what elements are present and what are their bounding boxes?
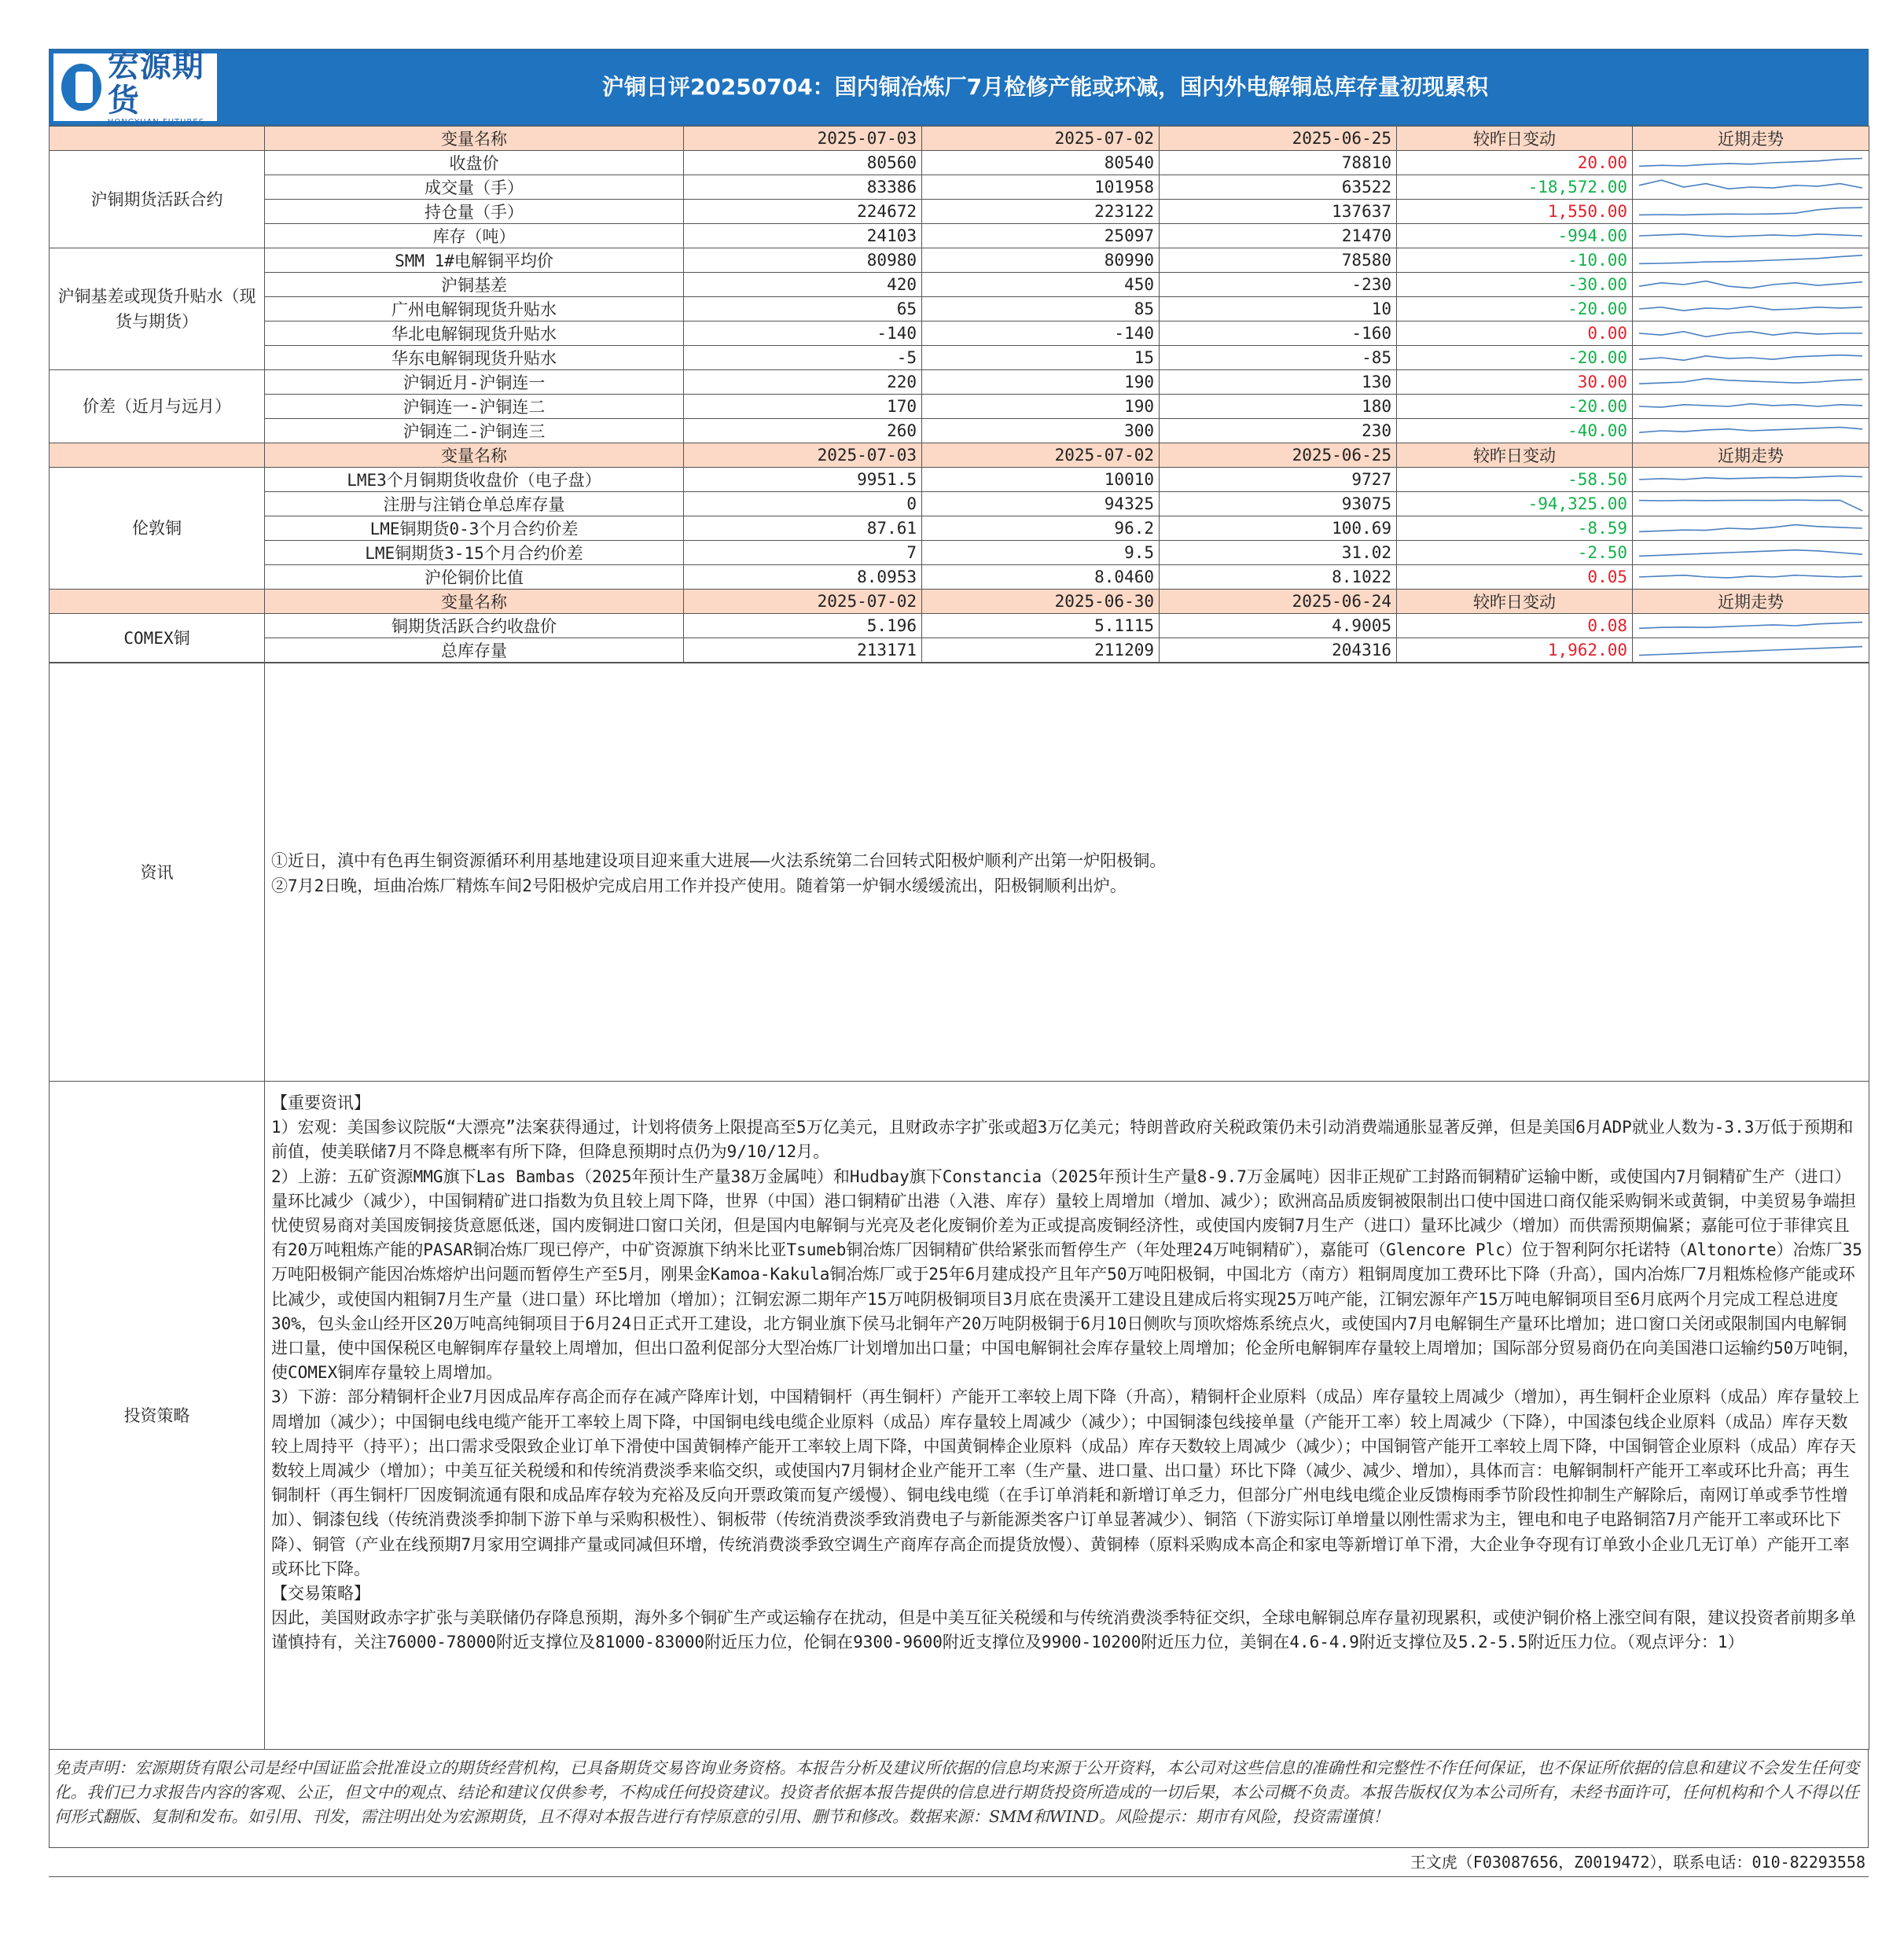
- value-cell: 5.196: [684, 614, 922, 638]
- sparkline-line: [1639, 208, 1862, 215]
- trend-cell: [1633, 468, 1869, 492]
- table-header-row: [50, 127, 1869, 151]
- value-cell: -140: [922, 321, 1160, 346]
- value-cell: 9951.5: [684, 468, 922, 492]
- column-header: 近期走势: [1633, 443, 1869, 468]
- column-header: 较昨日变动: [1397, 127, 1633, 151]
- trend-cell: [1633, 175, 1869, 200]
- header-blank-cell: [50, 127, 265, 151]
- sparkline: [1633, 565, 1869, 589]
- variable-name: 沪铜基差: [265, 273, 684, 297]
- value-cell: -85: [1160, 346, 1397, 370]
- variable-name: 总库存量: [265, 638, 684, 663]
- table-row: [50, 541, 1869, 565]
- value-cell: 78580: [1160, 248, 1397, 273]
- trend-cell: [1633, 346, 1869, 370]
- news-label: 资讯: [50, 663, 265, 1082]
- column-header: 2025-06-25: [1160, 443, 1397, 468]
- table-row: [50, 614, 1869, 638]
- column-header: 2025-06-24: [1160, 590, 1397, 614]
- table-row: [50, 516, 1869, 541]
- variable-name: 华东电解铜现货升贴水: [265, 346, 684, 370]
- value-cell: 21470: [1160, 224, 1397, 248]
- value-cell: 24103: [684, 224, 922, 248]
- value-cell: 224672: [684, 200, 922, 224]
- header-blank-cell: [50, 590, 265, 614]
- value-cell: -140: [684, 321, 922, 346]
- variable-name: 铜期货活跃合约收盘价: [265, 614, 684, 638]
- change-cell: 20.00: [1397, 151, 1633, 175]
- logo-name: 宏源期货: [107, 47, 204, 119]
- table-header-row: [50, 443, 1869, 468]
- report-sheet: [49, 49, 1869, 1877]
- category-cell: 价差（近月与远月）: [50, 370, 265, 443]
- header-blank-cell: [50, 443, 265, 468]
- value-cell: -230: [1160, 273, 1397, 297]
- variable-name: 沪铜近月-沪铜连一: [265, 370, 684, 395]
- table-row: [50, 419, 1869, 443]
- change-cell: -994.00: [1397, 224, 1633, 248]
- sparkline: [1633, 419, 1869, 443]
- table-header-row: [50, 590, 1869, 614]
- trend-cell: [1633, 273, 1869, 297]
- value-cell: 10010: [922, 468, 1160, 492]
- table-row: [50, 370, 1869, 395]
- sparkline: [1633, 151, 1869, 175]
- value-cell: 80540: [922, 151, 1160, 175]
- trend-cell: [1633, 395, 1869, 419]
- value-cell: 137637: [1160, 200, 1397, 224]
- sparkline-line: [1639, 428, 1862, 433]
- value-cell: 190: [922, 395, 1160, 419]
- company-logo: [53, 47, 217, 127]
- column-header: 较昨日变动: [1397, 590, 1633, 614]
- sparkline: [1633, 200, 1869, 223]
- value-cell: 78810: [1160, 151, 1397, 175]
- column-header: 变量名称: [265, 443, 684, 468]
- sparkline-line: [1639, 159, 1862, 167]
- variable-name: 注册与注销仓单总库存量: [265, 492, 684, 516]
- column-header: 较昨日变动: [1397, 443, 1633, 468]
- value-cell: 93075: [1160, 492, 1397, 516]
- value-cell: 211209: [922, 638, 1160, 663]
- column-header: 变量名称: [265, 590, 684, 614]
- trend-cell: [1633, 151, 1869, 175]
- change-cell: -18,572.00: [1397, 175, 1633, 200]
- text-table: [49, 663, 1869, 1750]
- value-cell: 8.0953: [684, 565, 922, 590]
- disclaimer: 免责声明：宏源期货有限公司是经中国证监会批准设立的期货经营机构，已具备期货交易咨询业务资格。本报告分析及建议所依据的信息均来源于公开资料，本公司对这些信息的准确性和完整性不作任何保证，也不保证所依据的信息和建议不会发生任何变化。我们已力求报告内容的客观、公正，但文中的观点、结论和建议仅供参考，不构成任何投资建议。投资者依据本报告提供的信息进行期货投资所造成的一切后果，本公司概不负责。本报告版权仅为本公司所有，未经书面许可，任何机构和个人不得以任何形式翻版、复制和发布。如引用、刊发，需注明出处为宏源期货，且不得对本报告进行有悖原意的引用、删节和修改。数据来源：SMM和WIND。风险提示：期市有风险，投资需谨慎！: [49, 1750, 1869, 1848]
- value-cell: 96.2: [922, 516, 1160, 541]
- value-cell: 180: [1160, 395, 1397, 419]
- table-row: [50, 248, 1869, 273]
- category-cell: 沪铜期货活跃合约: [50, 151, 265, 248]
- change-cell: 1,962.00: [1397, 638, 1633, 663]
- trend-cell: [1633, 419, 1869, 443]
- value-cell: 9.5: [922, 541, 1160, 565]
- table-row: [50, 395, 1869, 419]
- trend-cell: [1633, 492, 1869, 516]
- table-row: [50, 321, 1869, 346]
- category-cell: 伦敦铜: [50, 468, 265, 590]
- sparkline-line: [1639, 647, 1862, 656]
- column-header: 变量名称: [265, 127, 684, 151]
- change-cell: -8.59: [1397, 516, 1633, 541]
- value-cell: 450: [922, 273, 1160, 297]
- news-line: ①近日，滇中有色再生铜资源循环利用基地建设项目迎来重大进展——火法系统第二台回转式阳极炉顺利产出第一炉阳极铜。: [271, 851, 1167, 870]
- report-header: [49, 49, 1869, 126]
- sparkline: [1633, 273, 1869, 296]
- change-cell: -94,325.00: [1397, 492, 1633, 516]
- value-cell: 87.61: [684, 516, 922, 541]
- category-cell: COMEX铜: [50, 614, 265, 663]
- variable-name: LME3个月铜期货收盘价（电子盘）: [265, 468, 684, 492]
- value-cell: 223122: [922, 200, 1160, 224]
- sparkline: [1633, 614, 1869, 637]
- column-header: 近期走势: [1633, 590, 1869, 614]
- variable-name: 收盘价: [265, 151, 684, 175]
- change-cell: -10.00: [1397, 248, 1633, 273]
- variable-name: 成交量（手）: [265, 175, 684, 200]
- sparkline-line: [1639, 404, 1862, 407]
- sparkline-line: [1639, 550, 1862, 557]
- strategy-label: 投资策略: [50, 1082, 265, 1750]
- column-header: 2025-06-30: [922, 590, 1160, 614]
- sparkline-line: [1639, 379, 1862, 384]
- trend-cell: [1633, 614, 1869, 638]
- change-cell: 1,550.00: [1397, 200, 1633, 224]
- trend-cell: [1633, 321, 1869, 346]
- value-cell: 7: [684, 541, 922, 565]
- sparkline: [1633, 541, 1869, 564]
- logo-icon: [61, 64, 101, 111]
- value-cell: 100.69: [1160, 516, 1397, 541]
- sparkline: [1633, 516, 1869, 540]
- value-cell: -160: [1160, 321, 1397, 346]
- value-cell: 80990: [922, 248, 1160, 273]
- sparkline: [1633, 224, 1869, 248]
- column-header: 近期走势: [1633, 127, 1869, 151]
- sparkline: [1633, 321, 1869, 345]
- variable-name: 沪铜连一-沪铜连二: [265, 395, 684, 419]
- variable-name: 库存（吨）: [265, 224, 684, 248]
- sparkline: [1633, 468, 1869, 491]
- sparkline-line: [1639, 500, 1862, 511]
- trend-cell: [1633, 638, 1869, 663]
- sparkline-line: [1639, 180, 1862, 189]
- variable-name: 持仓量（手）: [265, 200, 684, 224]
- change-cell: -20.00: [1397, 346, 1633, 370]
- news-line: ②7月2日晚，垣曲冶炼厂精炼车间2号阳极炉完成启用工作并投产使用。随着第一炉铜水缓缓流出，阳极铜顺利出炉。: [271, 876, 1127, 895]
- value-cell: 9727: [1160, 468, 1397, 492]
- logo-english: HONGYUAN FUTURES: [107, 117, 205, 127]
- sparkline-line: [1639, 234, 1862, 237]
- table-row: [50, 175, 1869, 200]
- value-cell: 260: [684, 419, 922, 443]
- sparkline: [1633, 297, 1869, 321]
- value-cell: 0: [684, 492, 922, 516]
- sparkline-line: [1639, 575, 1862, 578]
- sparkline-line: [1639, 307, 1862, 311]
- value-cell: 8.1022: [1160, 565, 1397, 590]
- change-cell: -20.00: [1397, 297, 1633, 321]
- sparkline: [1633, 638, 1869, 662]
- table-row: [50, 565, 1869, 590]
- variable-name: 广州电解铜现货升贴水: [265, 297, 684, 321]
- value-cell: 94325: [922, 492, 1160, 516]
- sparkline-line: [1639, 525, 1862, 532]
- category-cell: 沪铜基差或现货升贴水（现货与期货）: [50, 248, 265, 370]
- sparkline: [1633, 248, 1869, 272]
- variable-name: 沪铜连二-沪铜连三: [265, 419, 684, 443]
- strategy-content: 【重要资讯】 1）宏观：美国参议院版“大漂亮”法案获得通过，计划将债务上限提高至5万亿美元，且财政赤字扩张或超3万亿美元；特朗普政府关税政策仍未引动消费端通胀显著反弹，但是美国6月ADP就业人数为-3.3万低于预期和前值，使美联储7月不降息概率有所下降，但降息预期时点仍为9/10/12月。 2）上游：五矿资源MMG旗下Las Bambas（2025年预计生产量38万金属吨）和Hudbay旗下Constancia（2025年预计生产量8-9.7万金属吨）因非正规矿工封路而铜精矿运输中断，或使国内7月铜精矿生产（进口）量环比减少（减少），中国铜精矿进口指数为负且较上周下降，世界（中国）港口铜精矿出港（入港、库存）量较上周增加（增加、减少）；欧洲高品质废铜被限制出口使中国进口商仅能采购铜米或黄铜，中美贸易争端担忧使贸易商对美国废铜接货意愿低迷，国内废铜进口窗口关闭，但是国内电解铜与光亮及老化废铜价差为正或提高废铜经济性，或使国内废铜7月生产（进口）量环比减少（增加）而供需预期偏紧；嘉能可位于菲律宾且有20万吨粗炼产能的PASAR铜冶炼厂现已停产，中矿资源旗下纳米比亚Tsumeb铜冶炼厂因铜精矿供给紧张而暂停生产（年处理24万吨铜精矿），嘉能可（Glencore Plc）位于智利阿尔托诺特（Altonorte）冶炼厂35万吨阳极铜产能因冶炼熔炉出问题而暂停生产至5月，刚果金Kamoa-Kakula铜冶炼厂或于25年6月建成投产且年产50万吨阳极铜，中国北方（南方）粗铜周度加工费环比下降（升高），国内冶炼厂7月粗炼检修产能或环比减少，或使国内粗铜7月生产量（进口量）环比增加（增加）；江铜宏源二期年产15万吨阴极铜项目3月底在贵溪开工建设且建成后将实现25万吨产能，江铜宏源年产15万吨电解铜项目至6月底两个月完成工程总进度30%，包头金山经开区20万吨高纯铜项目于6月24日正式开工建设，北方铜业旗下侯马北铜年产20万吨阴极铜于6月10日侧吹与顶吹熔炼系统点火，或使国内7月电解铜生产量环比增加；进口窗口关闭或限制国内电解铜进口量，使中国保税区电解铜库存量较上周增加，但出口盈利促部分大型冶炼厂计划增加出口量；中国电解铜社会库存量较上周增加；伦金所电解铜库存量较上周增加；国际部分贸易商仍在向美国港口运输约50万吨铜，使COMEX铜库存量较上周增加。 3）下游：部分精铜杆企业7月因成品库存高企而存在减产降库计划，中国精铜杆（再生铜杆）产能开工率较上周下降（升高），精铜杆企业原料（成品）库存量较上周减少（增加），再生铜杆企业原料（成品）库存量较上周增加（减少）；中国铜电线电缆产能开工率较上周下降，中国铜电线电缆企业原料（成品）库存量较上周减少（减少）；中国铜漆包线接单量（产能开工率）较上周减少（下降），中国漆包线企业原料（成品）库存天数较上周持平（持平）；出口需求受限致企业订单下滑使中国黄铜棒产能开工率较上周下降，中国黄铜棒企业原料（成品）库存天数较上周减少（减少）；中国铜管产能开工率较上周下降，中国铜管企业原料（成品）库存天数较上周减少（增加）；中美互征关税缓和和传统消费淡季来临交织，或使国内7月铜材企业产能开工率（生产量、进口量、出口量）环比下降（减少、减少、增加），具体而言：电解铜制杆产能开工率或环比升高；再生铜制杆（再生铜杆厂因废铜流通有限和成品库存较为充裕及反向开票政策而复产缓慢）、铜电线电缆（在手订单消耗和新增订单乏力，但部分广州电线电缆企业反馈梅雨季节阶段性抑制生产解除后，南网订单或季节性增加）、铜漆包线（传统消费淡季抑制下游下单与采购积极性）、铜板带（传统消费淡季致消费电子与新能源类客户订单显著减少）、铜箔（下游实际订单增量以刚性需求为主，锂电和电子电路铜箔7月产能开工率或环比下降）、铜管（产业在线预期7月家用空调排产量或同减但环增，传统消费淡季致空调生产商库存高企而提货放慢）、黄铜棒（原料采购成本高企和家电等新增订单下滑，大企业争夺现有订单致小企业几无订单）产能开工率或环比下降。 【交易策略】 因此，美国财政赤字扩张与美联储仍存降息预期，海外多个铜矿生产或运输存在扰动，但是中美互征关税缓和与传统消费淡季特征交织，全球电解铜总库存量初现累积，或使沪铜价格上涨空间有限，建议投资者前期多单谨慎持有，关注76000-78000附近支撑位及81000-83000附近压力位，伦铜在9300-9600附近支撑位及9900-10200附近压力位，美铜在4.6-4.9附近支撑位及5.2-5.5附近压力位。（观点评分：1）: [265, 1082, 1869, 1750]
- change-cell: 30.00: [1397, 370, 1633, 395]
- sparkline: [1633, 175, 1869, 199]
- sparkline-line: [1639, 476, 1862, 479]
- change-cell: -30.00: [1397, 273, 1633, 297]
- change-cell: -58.50: [1397, 468, 1633, 492]
- value-cell: 420: [684, 273, 922, 297]
- value-cell: 8.0460: [922, 565, 1160, 590]
- value-cell: 300: [922, 419, 1160, 443]
- value-cell: 170: [684, 395, 922, 419]
- value-cell: 220: [684, 370, 922, 395]
- trend-cell: [1633, 297, 1869, 321]
- value-cell: 130: [1160, 370, 1397, 395]
- trend-cell: [1633, 565, 1869, 590]
- value-cell: -5: [684, 346, 922, 370]
- table-row: [50, 151, 1869, 175]
- table-row: [50, 273, 1869, 297]
- column-header: 2025-07-03: [684, 127, 922, 151]
- value-cell: 65: [684, 297, 922, 321]
- variable-name: LME铜期货3-15个月合约价差: [265, 541, 684, 565]
- table-row: [50, 492, 1869, 516]
- column-header: 2025-07-02: [922, 443, 1160, 468]
- value-cell: 230: [1160, 419, 1397, 443]
- value-cell: 5.1115: [922, 614, 1160, 638]
- change-cell: -2.50: [1397, 541, 1633, 565]
- value-cell: 4.9005: [1160, 614, 1397, 638]
- sparkline: [1633, 370, 1869, 394]
- value-cell: 213171: [684, 638, 922, 663]
- sparkline-line: [1639, 355, 1862, 361]
- sparkline: [1633, 346, 1869, 369]
- value-cell: 80560: [684, 151, 922, 175]
- change-cell: 0.08: [1397, 614, 1633, 638]
- variable-name: LME铜期货0-3个月合约价差: [265, 516, 684, 541]
- trend-cell: [1633, 541, 1869, 565]
- table-row: [50, 468, 1869, 492]
- author-contact: 王文虎（F03087656，Z0019472），联系电话：010-82293558: [49, 1848, 1869, 1877]
- trend-cell: [1633, 224, 1869, 248]
- table-row: [50, 224, 1869, 248]
- change-cell: 0.00: [1397, 321, 1633, 346]
- table-row: [50, 638, 1869, 663]
- sparkline-line: [1639, 332, 1862, 337]
- sparkline-line: [1639, 281, 1862, 288]
- variable-name: 华北电解铜现货升贴水: [265, 321, 684, 346]
- report-title: 沪铜日评20250704：国内铜冶炼厂7月检修产能或环减，国内外电解铜总库存量初现累积: [601, 74, 1489, 100]
- change-cell: -40.00: [1397, 419, 1633, 443]
- table-row: [50, 200, 1869, 224]
- change-cell: 0.05: [1397, 565, 1633, 590]
- table-row: [50, 297, 1869, 321]
- data-table: [49, 126, 1869, 663]
- trend-cell: [1633, 370, 1869, 395]
- variable-name: 沪伦铜价比值: [265, 565, 684, 590]
- column-header: 2025-07-02: [922, 127, 1160, 151]
- value-cell: 190: [922, 370, 1160, 395]
- news-content: [265, 663, 1869, 1082]
- value-cell: 25097: [922, 224, 1160, 248]
- value-cell: 204316: [1160, 638, 1397, 663]
- value-cell: 15: [922, 346, 1160, 370]
- sparkline: [1633, 492, 1869, 516]
- table-row: [50, 346, 1869, 370]
- value-cell: 101958: [922, 175, 1160, 200]
- sparkline-line: [1639, 255, 1862, 264]
- column-header: 2025-06-25: [1160, 127, 1397, 151]
- value-cell: 31.02: [1160, 541, 1397, 565]
- column-header: 2025-07-03: [684, 443, 922, 468]
- sparkline: [1633, 395, 1869, 418]
- variable-name: SMM 1#电解铜平均价: [265, 248, 684, 273]
- value-cell: 83386: [684, 175, 922, 200]
- value-cell: 63522: [1160, 175, 1397, 200]
- value-cell: 80980: [684, 248, 922, 273]
- trend-cell: [1633, 200, 1869, 224]
- value-cell: 10: [1160, 297, 1397, 321]
- column-header: 2025-07-02: [684, 590, 922, 614]
- trend-cell: [1633, 248, 1869, 273]
- change-cell: -20.00: [1397, 395, 1633, 419]
- value-cell: 85: [922, 297, 1160, 321]
- trend-cell: [1633, 516, 1869, 541]
- sparkline-line: [1639, 623, 1862, 629]
